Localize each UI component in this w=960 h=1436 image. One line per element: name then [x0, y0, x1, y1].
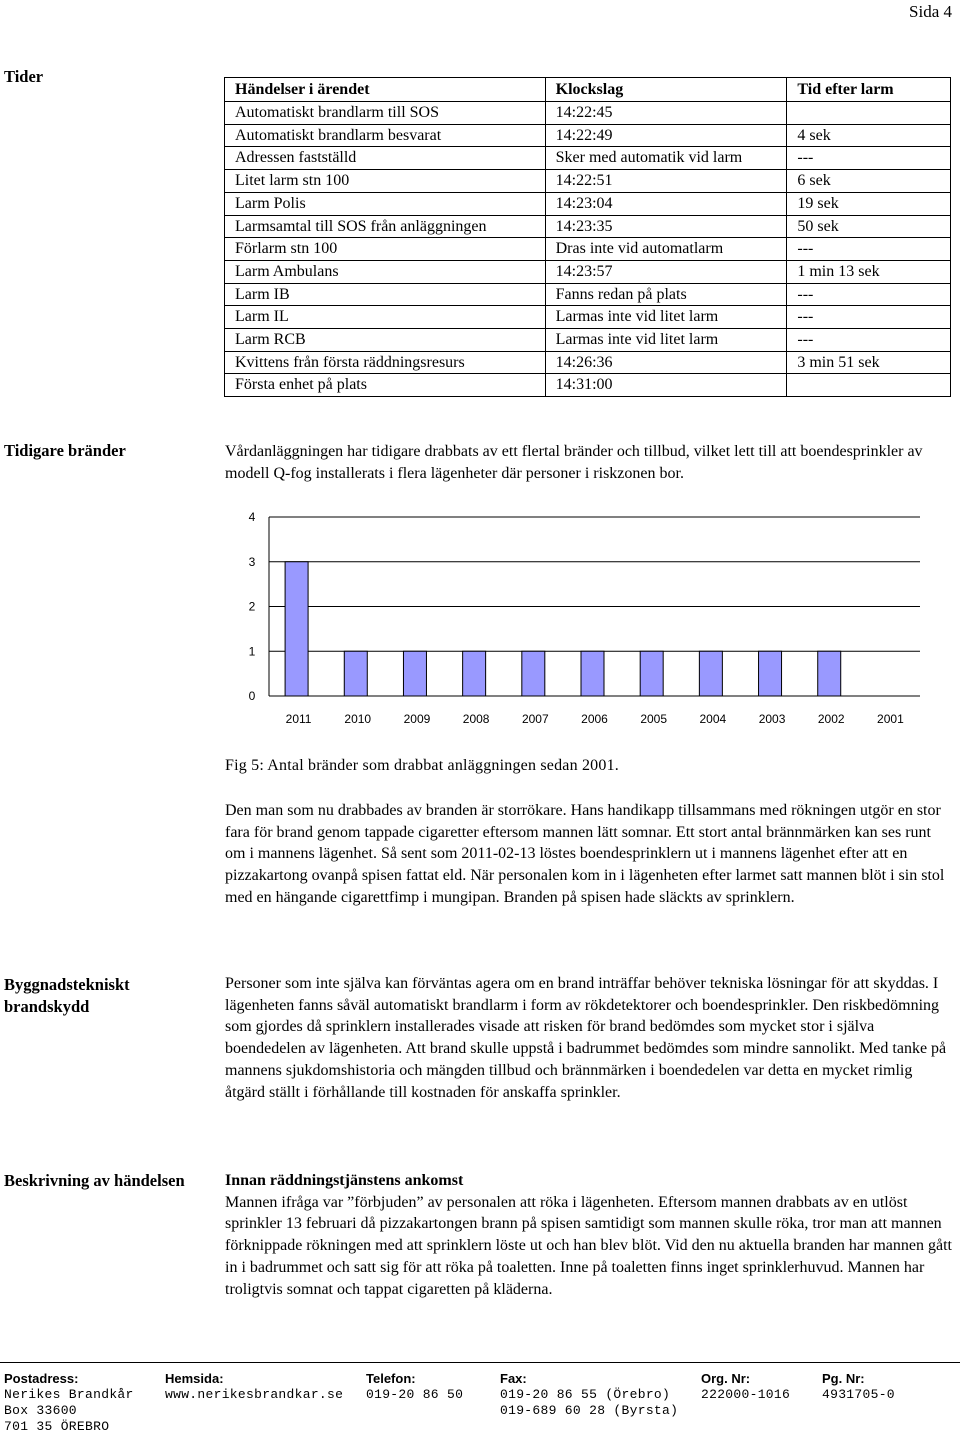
postadress-line-2: Box 33600	[4, 1403, 77, 1418]
org-value: 222000-1016	[701, 1387, 791, 1402]
timeline-row	[225, 215, 951, 238]
section-label-beskrivning: Beskrivning av händelsen	[4, 1171, 185, 1190]
x-tick-label: 2009	[403, 712, 431, 726]
section-label-tidigare-brander: Tidigare bränder	[4, 441, 126, 460]
footer-hemsida	[165, 1371, 343, 1403]
timeline-cell-event: Larm IB	[225, 283, 546, 306]
page-number: Sida 4	[909, 2, 952, 21]
timeline-cell-elapsed	[787, 102, 951, 125]
timeline-row	[225, 306, 951, 329]
timeline-cell-elapsed: ---	[787, 329, 951, 352]
bar-2008	[463, 651, 486, 696]
timeline-cell-event: Larm Polis	[225, 192, 546, 215]
tidigare-text	[225, 441, 955, 484]
x-tick-label: 2004	[699, 712, 727, 726]
pg-label: Pg. Nr:	[822, 1371, 865, 1386]
timeline-row	[225, 124, 951, 147]
beskrivning-heading: Innan räddningstjänstens ankomst	[225, 1172, 464, 1189]
footer	[0, 1362, 960, 1434]
x-tick-label: 2011	[285, 712, 312, 726]
y-tick-label: 3	[248, 554, 256, 569]
timeline-cell-time: 14:23:04	[545, 192, 787, 215]
timeline-row	[225, 351, 951, 374]
x-tick-label: 2010	[344, 712, 372, 726]
timeline-cell-event: Automatiskt brandlarm till SOS	[225, 102, 546, 125]
y-tick-label: 2	[248, 599, 256, 614]
timeline-cell-elapsed: ---	[787, 147, 951, 170]
incident-text	[225, 800, 955, 909]
timeline-row	[225, 238, 951, 261]
timeline-table	[224, 77, 951, 397]
bygg-paragraph: Personer som inte själva kan förväntas agera om en brand inträffar behöver tekniska lösningar för att skyddas. I lägenheten fanns såväl automatiskt brandlarm i form av rökdetektorer och boendesprinkler. Den riskbedömning som gjordes då sprinklern installerades visade att risken för brand bedömdes som mycket stor i själva boendedelen av lägenheten. Att brand skulle uppstå i badrummet bedömdes som mindre sannolikt. Med tanke på mannens sjukdomshistoria och mängden tillbud och brännmärken i boendedelen var detta en mycket rimlig åtgärd ställt i förhållande till kostnaden för anskaffa sprinkler.	[225, 975, 947, 1101]
timeline-row	[225, 260, 951, 283]
incident-paragraph: Den man som nu drabbades av branden är storrökare. Hans handikapp tillsammans med rökningen utgör en stor fara för brand genom tappade cigaretter eftersom mannen lätt somnar. Ett stort antal brännmärken kan ses runt om i mannens lägenhet. Så sent som 2011-02-13 löstes boendesprinklern ut i mannens lägenhet efter att en pizzakartong ovanpå spisen fattat eld. När personalen kom in i lägenheten efter larmet satt mannen blöt i sin stol med en hängande cigarettfimp i mungipan. Branden på spisen hade släckts av sprinklern.	[225, 802, 945, 906]
timeline-cell-time: 14:31:00	[545, 374, 787, 397]
x-tick-label: 2002	[817, 712, 845, 726]
postadress-line-3: 701 35 ÖREBRO	[4, 1419, 110, 1434]
y-tick-label: 4	[248, 510, 256, 524]
bar-2002	[818, 651, 841, 696]
beskrivning-paragraph: Mannen ifråga var ”förbjuden” av personalen att röka i lägenheten. Eftersom mannen drabbats av en utlöst sprinkler 13 februari då pizzakartongen brann på spisen samtidigt som mannen skulle röka, tror man att mannen förknippade rökningen med att sprinklern löste ut och han blev blöt. Vid den nu aktuella branden har mannen gått in i badrummet och satt sig för att röka på toaletten. Inne på toaletten finns inget sprinklerhuvud. Mannen har troligtvis somnat och tappat cigaretten på kläderna.	[225, 1193, 952, 1298]
timeline-cell-elapsed: 6 sek	[787, 170, 951, 193]
timeline-cell-elapsed: 1 min 13 sek	[787, 260, 951, 283]
timeline-cell-time: Sker med automatik vid larm	[545, 147, 787, 170]
footer-telefon	[366, 1371, 463, 1403]
timeline-cell-event: Automatiskt brandlarm besvarat	[225, 124, 546, 147]
bar-2006	[581, 651, 604, 696]
footer-postadress	[4, 1371, 134, 1435]
y-tick-label: 1	[248, 644, 256, 659]
header-tid-efter-larm: Tid efter larm	[787, 78, 951, 102]
telefon-value: 019-20 86 50	[366, 1387, 464, 1402]
timeline-cell-elapsed: 19 sek	[787, 192, 951, 215]
figure-caption: Fig 5: Antal bränder som drabbat anläggningen sedan 2001.	[225, 757, 619, 774]
tidigare-paragraph: Vårdanläggningen har tidigare drabbats av ett flertal bränder och tillbud, vilket lett till att boendesprinkler av modell Q-fog installerats i flera lägenheter där personer i riskzonen bor.	[225, 443, 923, 482]
timeline-cell-elapsed: ---	[787, 238, 951, 261]
timeline-cell-event: Kvittens från första räddningsresurs	[225, 351, 546, 374]
header-handelser: Händelser i ärendet	[225, 78, 546, 102]
timeline-cell-time: 14:22:51	[545, 170, 787, 193]
timeline-cell-time: Fanns redan på plats	[545, 283, 787, 306]
timeline-cell-time: Larmas inte vid litet larm	[545, 306, 787, 329]
timeline-cell-event: Larm RCB	[225, 329, 546, 352]
timeline-row	[225, 192, 951, 215]
footer-pg	[822, 1371, 895, 1403]
timeline-row	[225, 147, 951, 170]
section-label-byggnadstekniskt	[4, 974, 130, 1018]
y-tick-label: 0	[248, 689, 256, 703]
pg-value: 4931705-0	[822, 1387, 895, 1402]
hemsida-label: Hemsida:	[165, 1371, 224, 1386]
footer-org	[701, 1371, 790, 1403]
timeline-cell-elapsed: 4 sek	[787, 124, 951, 147]
bar-2007	[522, 651, 545, 696]
org-label: Org. Nr:	[701, 1371, 751, 1386]
section-label-tider: Tider	[4, 67, 44, 86]
timeline-cell-event: Förlarm stn 100	[225, 238, 546, 261]
timeline-cell-time: 14:22:45	[545, 102, 787, 125]
postadress-label: Postadress:	[4, 1371, 79, 1386]
x-tick-label: 2003	[758, 712, 786, 726]
x-tick-label: 2005	[640, 712, 668, 726]
fire-count-chart	[240, 505, 920, 735]
section-label-line-2: brandskydd	[4, 997, 90, 1016]
timeline-row	[225, 170, 951, 193]
bygg-text	[225, 973, 955, 1103]
header-klockslag: Klockslag	[545, 78, 787, 102]
footer-fax	[500, 1371, 678, 1419]
timeline-cell-event: Larm Ambulans	[225, 260, 546, 283]
bar-2009	[403, 651, 426, 696]
timeline-cell-elapsed: ---	[787, 283, 951, 306]
x-tick-label: 2006	[581, 712, 608, 726]
bar-2011	[285, 562, 308, 696]
timeline-cell-elapsed: ---	[787, 306, 951, 329]
timeline-row	[225, 283, 951, 306]
fax-line-1: 019-20 86 55 (Örebro)	[500, 1387, 671, 1402]
timeline-cell-time: 14:23:35	[545, 215, 787, 238]
fax-line-2: 019-689 60 28 (Byrsta)	[500, 1403, 679, 1418]
timeline-header-row	[225, 78, 951, 102]
timeline-cell-time: 14:26:36	[545, 351, 787, 374]
hemsida-link[interactable]: www.nerikesbrandkar.se	[165, 1387, 344, 1402]
timeline-cell-event: Litet larm stn 100	[225, 170, 546, 193]
bar-2010	[344, 651, 367, 696]
timeline-cell-event: Adressen fastställd	[225, 147, 546, 170]
timeline-cell-elapsed: 3 min 51 sek	[787, 351, 951, 374]
timeline-cell-event: Första enhet på plats	[225, 374, 546, 397]
postadress-line-1: Nerikes Brandkår	[4, 1387, 134, 1402]
x-tick-label: 2001	[877, 712, 904, 726]
timeline-cell-event: Larmsamtal till SOS från anläggningen	[225, 215, 546, 238]
fax-label: Fax:	[500, 1371, 527, 1386]
x-tick-label: 2007	[521, 712, 549, 726]
beskrivning-block	[225, 1170, 955, 1300]
timeline-row	[225, 329, 951, 352]
timeline-cell-elapsed: 50 sek	[787, 215, 951, 238]
timeline-cell-time: 14:23:57	[545, 260, 787, 283]
timeline-cell-elapsed	[787, 374, 951, 397]
timeline-cell-event: Larm IL	[225, 306, 546, 329]
timeline-row	[225, 374, 951, 397]
timeline-cell-time: Larmas inte vid litet larm	[545, 329, 787, 352]
section-label-line-1: Byggnadstekniskt	[4, 975, 130, 994]
x-tick-label: 2008	[462, 712, 490, 726]
timeline-row	[225, 102, 951, 125]
timeline-cell-time: Dras inte vid automatlarm	[545, 238, 787, 261]
telefon-label: Telefon:	[366, 1371, 416, 1386]
bar-2004	[699, 651, 722, 696]
timeline-cell-time: 14:22:49	[545, 124, 787, 147]
bar-2003	[759, 651, 782, 696]
bar-2005	[640, 651, 663, 696]
